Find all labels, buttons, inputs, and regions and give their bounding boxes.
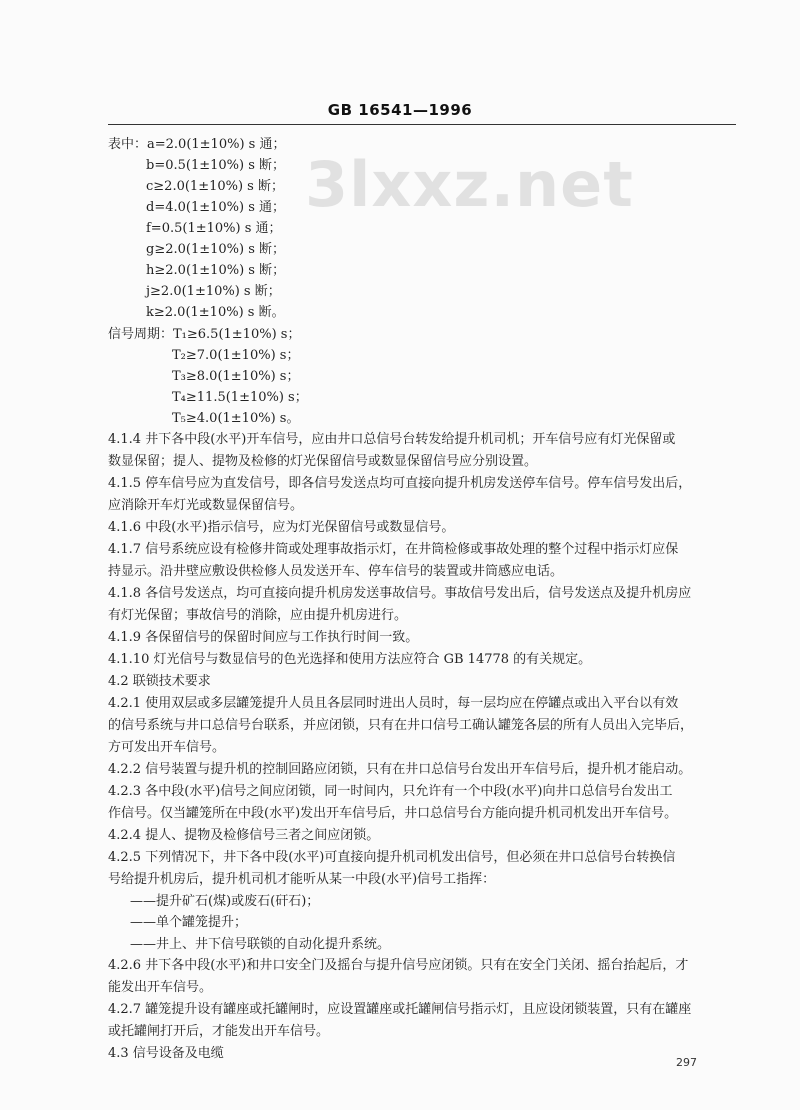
text-line: 4.3 信号设备及电缆 xyxy=(108,1046,224,1061)
text-line: 4.1.10 灯光信号与数显信号的色光选择和使用方法应符合 GB 14778 的有关规定。 xyxy=(108,652,592,667)
standard-header: GB 16541—1996 xyxy=(327,101,473,119)
text-line: 4.1.8 各信号发送点，均可直接向提升机房发送事故信号。事故信号发出后，信号发送点及提升机房应 xyxy=(108,586,692,601)
text-line: 4.2.2 信号装置与提升机的控制回路应闭锁，只有在井口总信号台发出开车信号后，提升机才能启动。 xyxy=(108,762,692,777)
text-line: g≥2.0(1±10%) s 断； xyxy=(146,242,286,257)
text-line: 4.2.4 提人、提物及检修信号三者之间应闭锁。 xyxy=(108,828,380,843)
text-line: T₂≥7.0(1±10%) s； xyxy=(172,348,300,363)
text-line: 4.2.1 使用双层或多层罐笼提升人员且各层同时进出人员时，每一层均应在停罐点或出入平台以有效 xyxy=(108,696,679,711)
text-line: 应消除开车灯光或数显保留信号。 xyxy=(108,498,304,513)
text-line: d=4.0(1±10%) s 通； xyxy=(146,200,286,215)
text-line: T₃≥8.0(1±10%) s； xyxy=(172,369,300,384)
text-line: 有灯光保留；事故信号的消除，应由提升机房进行。 xyxy=(108,608,408,623)
text-line: 4.1.6 中段(水平)指示信号，应为灯光保留信号或数显信号。 xyxy=(108,520,455,535)
text-line: b=0.5(1±10%) s 断； xyxy=(146,158,286,173)
text-line: 4.2 联锁技术要求 xyxy=(108,674,211,689)
text-line: 持显示。沿井壁应敷设供检修人员发送开车、停车信号的装置或井筒感应电话。 xyxy=(108,564,564,579)
text-line: 4.1.7 信号系统应设有检修井筒或处理事故指示灯，在井筒检修或事故处理的整个过程中指示灯应保 xyxy=(108,542,679,557)
text-line: 表中：a=2.0(1±10%) s 通； xyxy=(108,137,286,152)
text-line: 信号周期：T₁≥6.5(1±10%) s； xyxy=(108,327,301,342)
header-rule xyxy=(108,124,736,125)
text-line: 或托罐闸打开后，才能发出开车信号。 xyxy=(108,1024,330,1039)
text-line: 4.2.6 井下各中段(水平)和井口安全门及摇台与提升信号应闭锁。只有在安全门关闭、摇台抬起后，才 xyxy=(108,958,689,973)
text-line: 能发出开车信号。 xyxy=(108,980,213,995)
text-line: 4.1.5 停车信号应为直发信号，即各信号发送点均可直接向提升机房发送停车信号。停车信号发出后， xyxy=(108,476,692,491)
text-line: 4.2.3 各中段(水平)信号之间应闭锁，同一时间内，只允许有一个中段(水平)向井口总信号台发出工 xyxy=(108,784,673,799)
text-line: k≥2.0(1±10%) s 断。 xyxy=(146,305,285,320)
text-line: f=0.5(1±10%) s 通； xyxy=(146,221,282,236)
text-line: T₅≥4.0(1±10%) s。 xyxy=(172,411,300,426)
text-line: 方可发出开车信号。 xyxy=(108,740,226,755)
text-line: 数显保留；提人、提物及检修的灯光保留信号或数显保留信号应分别设置。 xyxy=(108,454,538,469)
text-line: 的信号系统与井口总信号台联系，并应闭锁，只有在井口信号工确认罐笼各层的所有人员出入完毕后， xyxy=(108,718,694,733)
text-line: ——单个罐笼提升； xyxy=(130,915,248,930)
text-line: ——提升矿石(煤)或废石(矸石)； xyxy=(130,894,320,909)
text-line: 4.2.5 下列情况下，井下各中段(水平)可直接向提升机司机发出信号，但必须在井口总信号台转换信 xyxy=(108,850,676,865)
watermark: 3lxxz.net xyxy=(305,148,634,221)
text-line: 号给提升机房后，提升机司机才能听从某一中段(水平)信号工指挥： xyxy=(108,872,496,887)
text-line: 4.1.4 井下各中段(水平)开车信号，应由井口总信号台转发给提升机司机；开车信号应有灯光保留或 xyxy=(108,432,676,447)
text-line: j≥2.0(1±10%) s 断； xyxy=(146,284,281,299)
text-line: 作信号。仅当罐笼所在中段(水平)发出开车信号后，井口总信号台方能向提升机司机发出开车信号。 xyxy=(108,806,678,821)
text-line: c≥2.0(1±10%) s 断； xyxy=(146,179,284,194)
text-line: ——井上、井下信号联锁的自动化提升系统。 xyxy=(130,937,391,952)
text-line: T₄≥11.5(1±10%) s； xyxy=(172,390,308,405)
text-line: h≥2.0(1±10%) s 断； xyxy=(146,263,286,278)
page-number: 297 xyxy=(676,1056,697,1069)
text-line: 4.2.7 罐笼提升设有罐座或托罐闸时，应设置罐座或托罐闸信号指示灯，且应设闭锁装置，只有在罐座 xyxy=(108,1002,692,1017)
text-line: 4.1.9 各保留信号的保留时间应与工作执行时间一致。 xyxy=(108,630,419,645)
